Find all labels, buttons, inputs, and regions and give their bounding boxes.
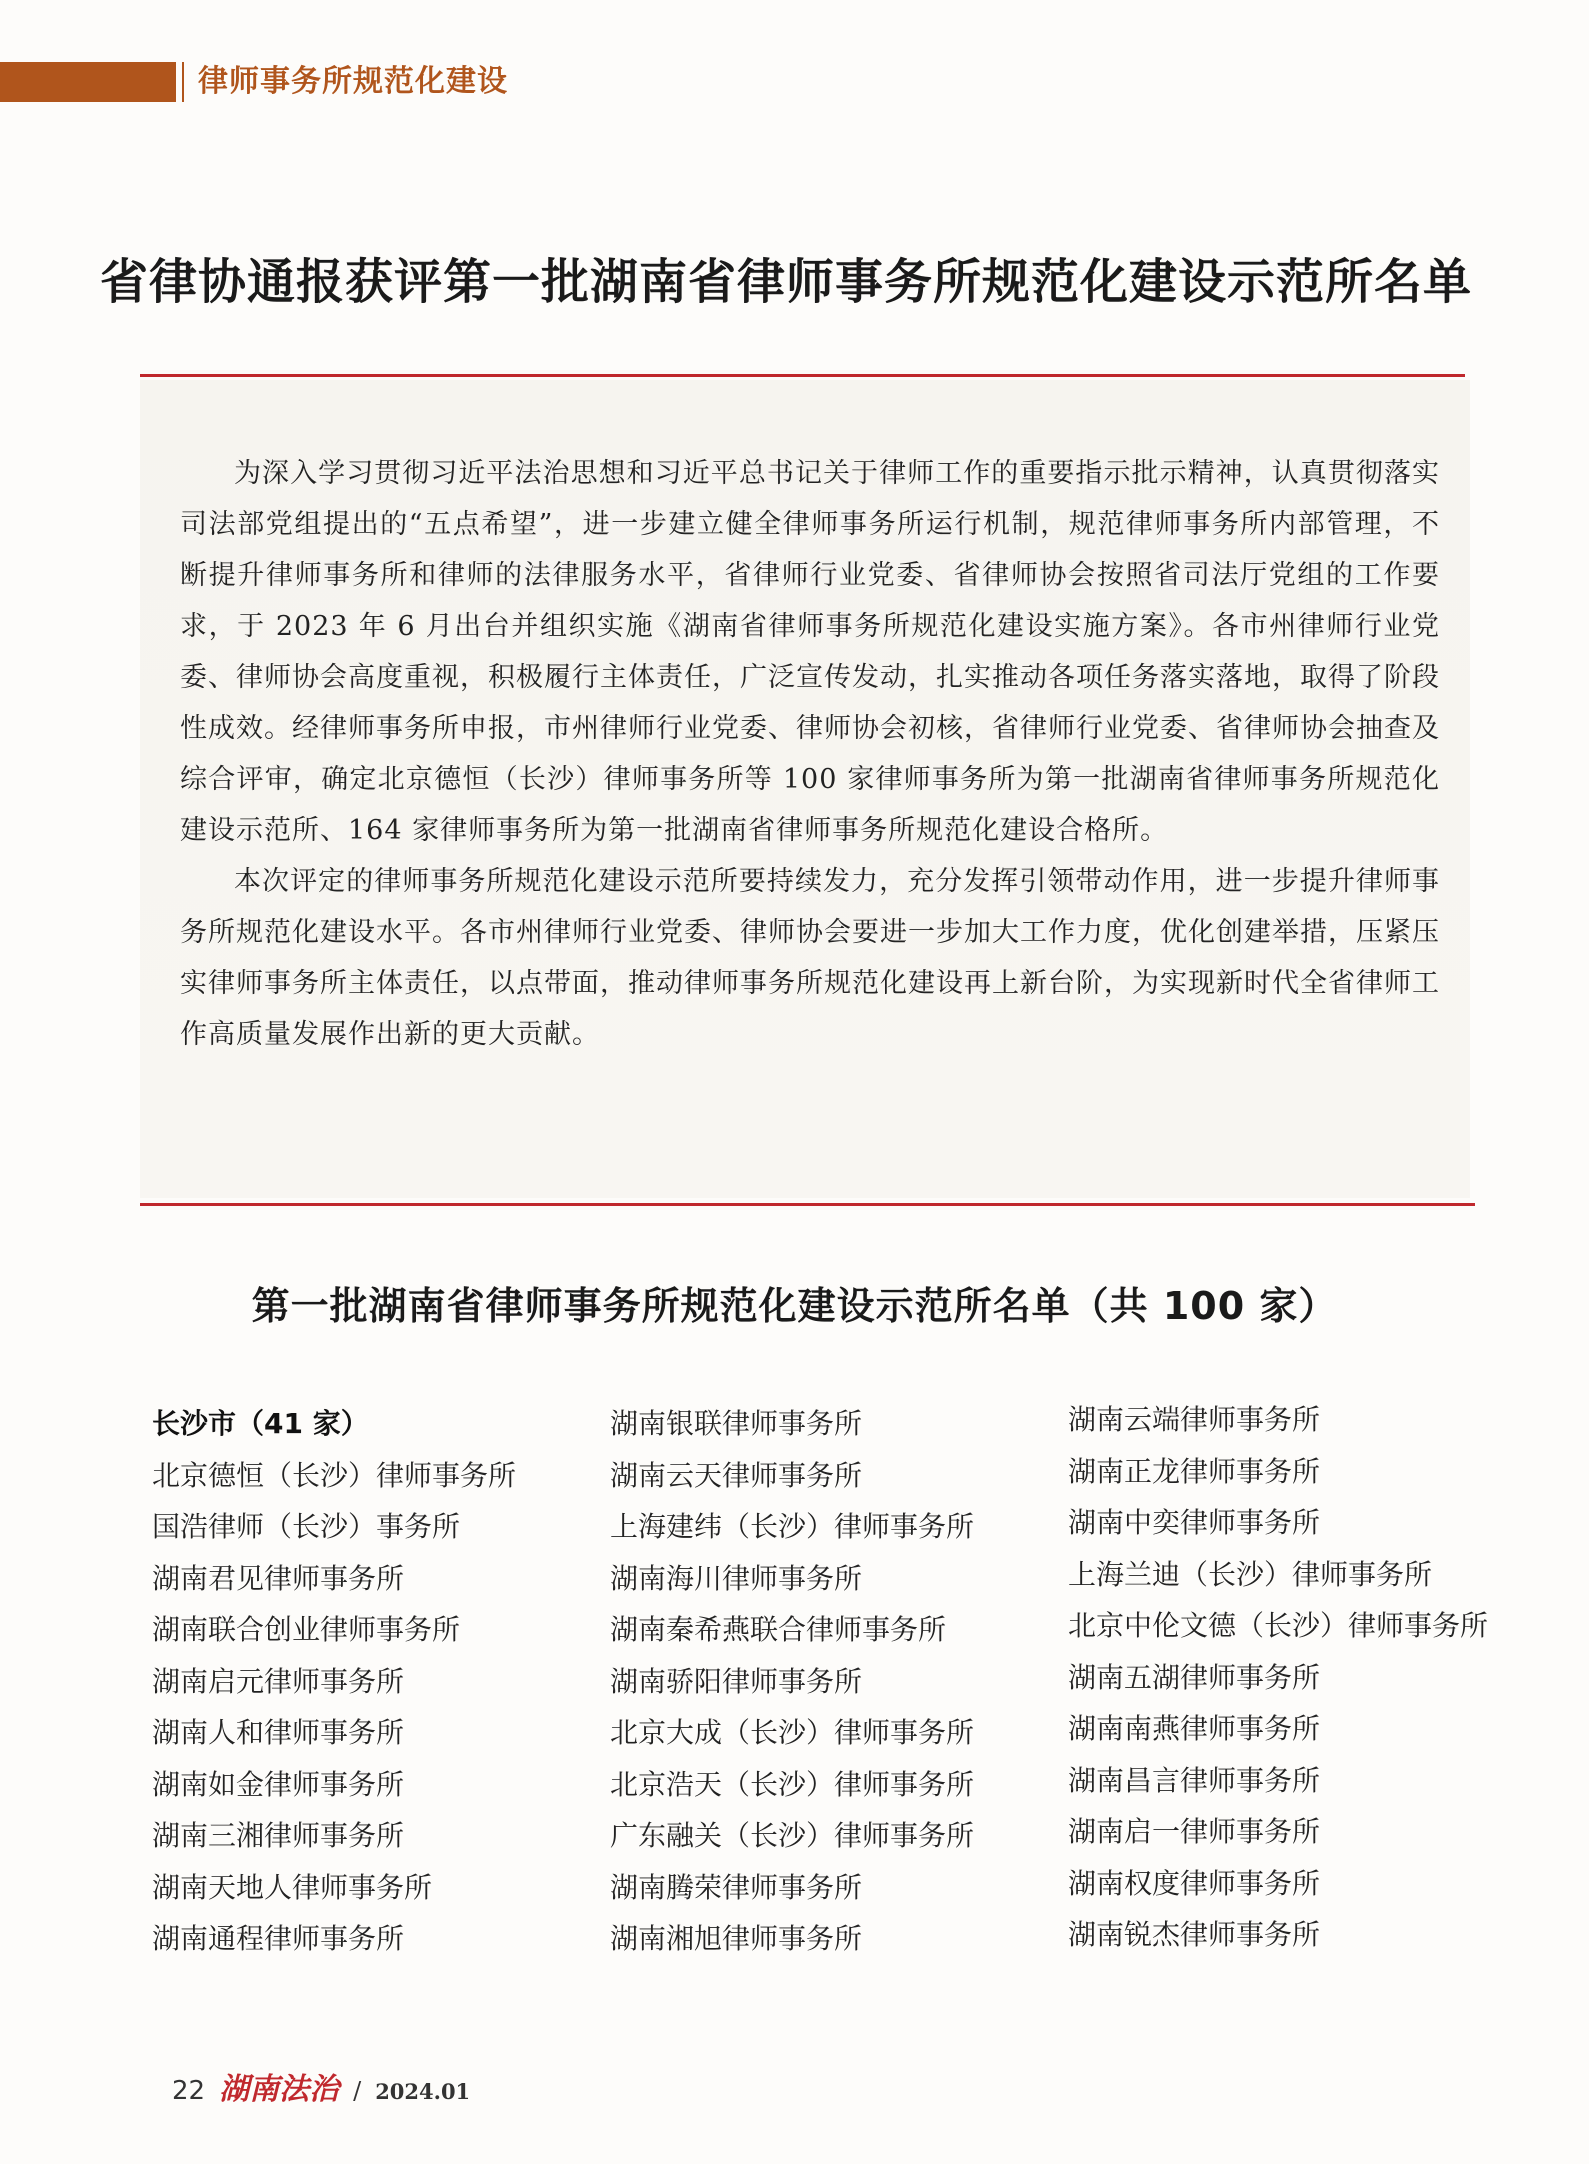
notice-paragraph-2: 本次评定的律师事务所规范化建设示范所要持续发力，充分发挥引领带动作用，进一步提升律师事务所规范化建设水平。各市州律师行业党委、律师协会要进一步加大工作力度，优化创建举措，压紧压实律师事务所主体责任，以点带面，推动律师事务所规范化建设再上新台阶，为实现新时代全省律师工作高质量发展作出新的更大贡献。 xyxy=(180,866,1440,1050)
firm-list-item: 上海兰迪（长沙）律师事务所 xyxy=(1068,1557,1433,1591)
firm-list-item: 湖南湘旭律师事务所 xyxy=(610,1922,863,1955)
list-title: 第一批湖南省律师事务所规范化建设示范所名单（共 100 家） xyxy=(251,1284,1338,1328)
firm-list-item: 湖南如金律师事务所 xyxy=(152,1767,405,1801)
firm-list-item: 湖南权度律师事务所 xyxy=(1068,1866,1321,1900)
firm-list-item: 湖南启元律师事务所 xyxy=(152,1664,405,1698)
firm-list-item: 湖南三湘律师事务所 xyxy=(152,1819,405,1852)
firm-list-column-3 xyxy=(1068,1394,1508,1961)
firm-list-item: 湖南五湖律师事务所 xyxy=(1068,1660,1321,1694)
firm-list-item: 湖南南燕律师事务所 xyxy=(1068,1712,1321,1745)
firm-list-item: 湖南云端律师事务所 xyxy=(1068,1403,1321,1436)
firm-list-item: 湖南君见律师事务所 xyxy=(152,1561,405,1595)
firm-list-item: 国浩律师（长沙）事务所 xyxy=(152,1510,461,1543)
section-label: 律师事务所规范化建设 xyxy=(198,64,508,99)
firm-list-item: 北京大成（长沙）律师事务所 xyxy=(610,1716,975,1749)
firm-list-item: 湖南中奕律师事务所 xyxy=(1068,1506,1321,1539)
magazine-logo: 湖南法治 xyxy=(219,2072,340,2107)
firm-list-item: 广东融关（长沙）律师事务所 xyxy=(610,1819,975,1852)
firm-list-item: 北京德恒（长沙）律师事务所 xyxy=(152,1458,517,1492)
firm-list-item: 湖南海川律师事务所 xyxy=(610,1561,863,1595)
firm-list-item: 湖南通程律师事务所 xyxy=(152,1922,405,1955)
firm-list-item: 湖南昌言律师事务所 xyxy=(1068,1763,1321,1797)
firm-list-item: 湖南腾荣律师事务所 xyxy=(610,1870,863,1904)
bottom-red-rule xyxy=(140,1203,1475,1206)
firm-list-item: 湖南秦希燕联合律师事务所 xyxy=(610,1613,947,1646)
firm-list-column-2 xyxy=(610,1398,1050,1965)
firm-list-column-1 xyxy=(152,1398,592,1965)
firm-list-item: 湖南天地人律师事务所 xyxy=(152,1870,433,1904)
firm-list-item: 湖南联合创业律师事务所 xyxy=(152,1613,461,1646)
section-color-bar xyxy=(0,62,176,102)
firm-list-item: 湖南云天律师事务所 xyxy=(610,1458,863,1492)
page-number: 22 xyxy=(172,2076,206,2106)
top-red-rule xyxy=(140,374,1465,377)
notice-paragraph-1: 为深入学习贯彻习近平法治思想和习近平总书记关于律师工作的重要指示批示精神，认真贯彻落实司法部党组提出的“五点希望”，进一步建立健全律师事务所运行机制，规范律师事务所内部管理，不断提升律师事务所和律师的法律服务水平，省律师行业党委、省律师协会按照省司法厅党组的工作要求，于 2023 年 6 月出台并组织实施《湖南省律师事务所规范化建设实施方案》。各市州律师行业党委、律师协会高度重视，积极履行主体责任，广泛宣传发动，扎实推动各项任务落实落地，取得了阶段性成效。经律师事务所申报，市州律师行业党委、律师协会初核，省律师行业党委、省律师协会抽查及综合评审，确定北京德恒（长沙）律师事务所等 100 家律师事务所为第一批湖南省律师事务所规范化建设示范所、164 家律师事务所为第一批湖南省律师事务所规范化建设合格所。 xyxy=(180,458,1440,846)
issue-number: 2024.01 xyxy=(375,2079,471,2104)
section-divider xyxy=(182,62,184,102)
firm-list-item: 北京中伦文德（长沙）律师事务所 xyxy=(1068,1609,1489,1642)
firm-list-item: 北京浩天（长沙）律师事务所 xyxy=(610,1767,975,1801)
firm-list-item: 湖南骄阳律师事务所 xyxy=(610,1664,863,1698)
firm-list-item: 上海建纬（长沙）律师事务所 xyxy=(610,1510,975,1543)
firm-list-item: 湖南银联律师事务所 xyxy=(610,1407,863,1440)
firm-list-item: 湖南启一律师事务所 xyxy=(1068,1815,1321,1848)
firm-list-item: 湖南正龙律师事务所 xyxy=(1068,1454,1321,1488)
notice-body xyxy=(180,448,1440,1060)
firm-list-item: 湖南锐杰律师事务所 xyxy=(1068,1918,1321,1951)
page-footer xyxy=(172,2072,470,2110)
city-heading: 长沙市（41 家） xyxy=(152,1407,369,1440)
firm-list-item: 湖南人和律师事务所 xyxy=(152,1716,405,1749)
page-title: 省律协通报获评第一批湖南省律师事务所规范化建设示范所名单 xyxy=(100,254,1473,310)
footer-separator: / xyxy=(353,2077,362,2105)
